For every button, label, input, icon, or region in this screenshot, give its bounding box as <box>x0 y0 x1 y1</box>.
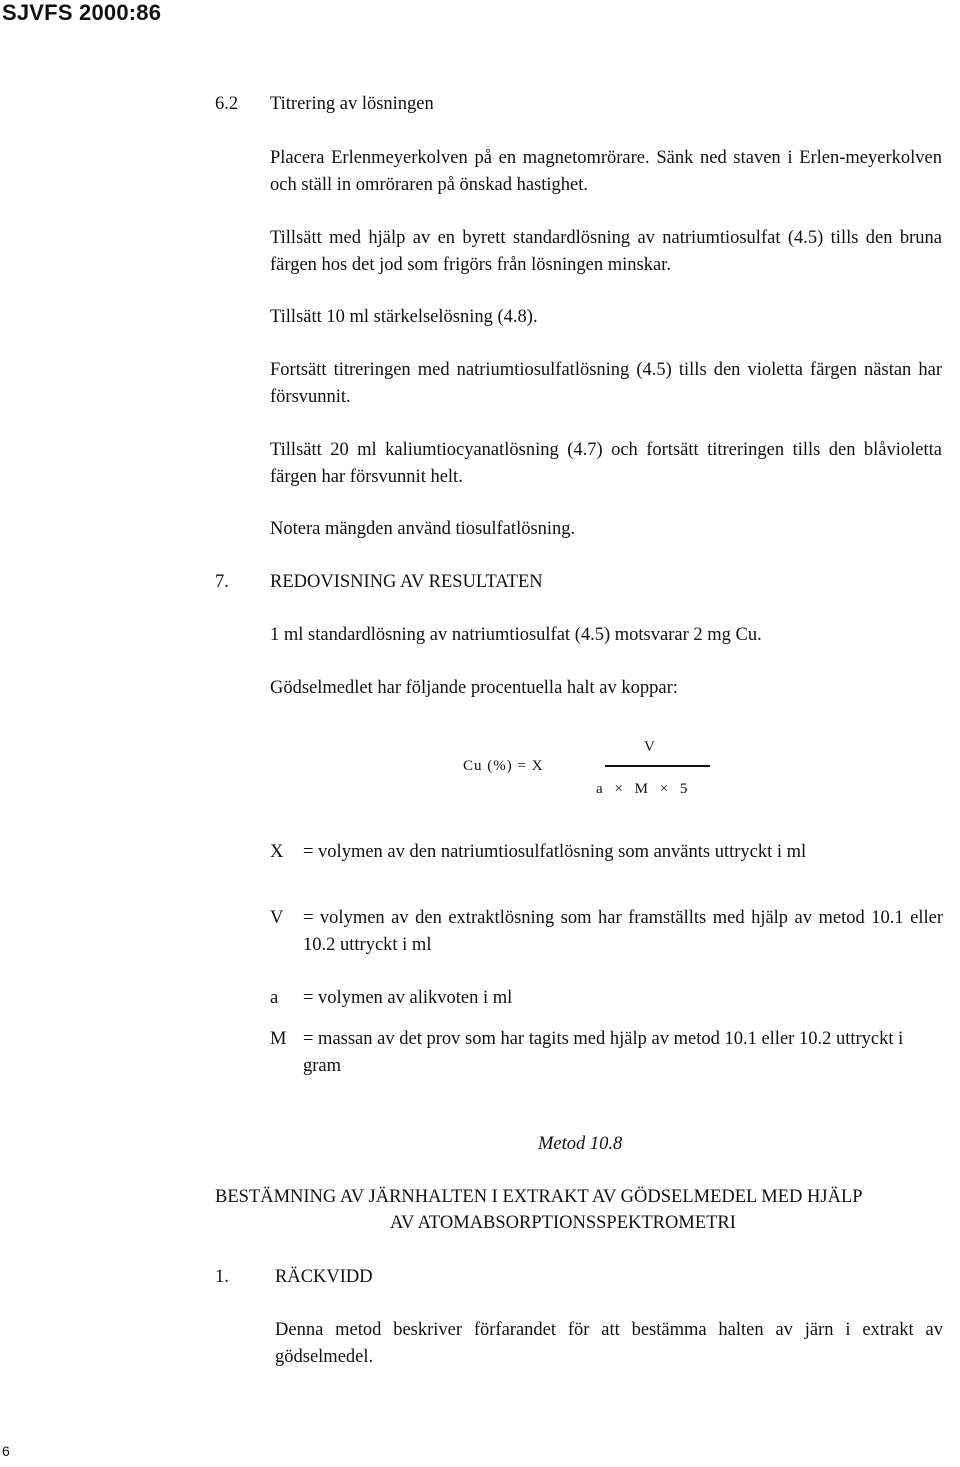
section-1-number: 1. <box>215 1267 229 1287</box>
definition-symbol-m: M <box>270 1029 287 1049</box>
paragraph-notera: Notera mängden använd tiosulfatlösning. <box>270 519 576 539</box>
section-7-heading: REDOVISNING AV RESULTATEN <box>270 572 543 592</box>
section-1-heading: RÄCKVIDD <box>275 1267 373 1287</box>
formula-numerator: V <box>644 739 656 755</box>
method-title-line1: BESTÄMNING AV JÄRNHALTEN I EXTRAKT AV GÖDSELMEDEL MED HJÄLP <box>215 1187 863 1207</box>
definition-text-a: = volymen av alikvoten i ml <box>303 988 513 1008</box>
formula-lhs: Cu (%) = X <box>463 758 544 774</box>
paragraph-fortsatt: Fortsätt titreringen med natriumtiosulfatlösning (4.5) tills den violetta färgen nästan har försvunnit. <box>270 360 942 407</box>
formula-fraction-bar <box>605 765 710 767</box>
method-label: Metod 10.8 <box>538 1134 623 1154</box>
paragraph-procentuella-halt: Gödselmedlet har följande procentuella halt av koppar: <box>270 678 678 698</box>
paragraph-kaliumtiocyanat: Tillsätt 20 ml kaliumtiocyanatlösning (4.7) och fortsätt titreringen tills den blåvioletta färgen har försvunnit helt. <box>270 440 942 487</box>
document-header: SJVFS 2000:86 <box>2 0 162 25</box>
paragraph-starkelse: Tillsätt 10 ml stärkelselösning (4.8). <box>270 307 538 327</box>
paragraph-standardlosning: 1 ml standardlösning av natriumtiosulfat (4.5) motsvarar 2 mg Cu. <box>270 625 762 645</box>
formula-denominator: a × M × 5 <box>596 781 689 797</box>
method-title-line2: AV ATOMABSORPTIONSSPEKTROMETRI <box>390 1213 736 1233</box>
definition-symbol-x: X <box>270 842 284 862</box>
section-6-2-heading: Titrering av lösningen <box>270 94 434 114</box>
definition-symbol-a: a <box>270 988 279 1008</box>
page-number: 6 <box>2 1443 10 1459</box>
definition-symbol-v: V <box>270 908 284 928</box>
definition-text-m: = massan av det prov som har tagits med hjälp av metod 10.1 eller 10.2 uttryckt i gram <box>303 1029 904 1076</box>
definition-text-v: = volymen av den extraktlösning som har framställts med hjälp av metod 10.1 eller 10.2 uttryckt i ml <box>303 908 943 955</box>
paragraph-erlenmeyer: Placera Erlenmeyerkolven på en magnetomrörare. Sänk ned staven i Erlen-meyerkolven och ställ in omröraren på önskad hastighet. <box>270 148 942 195</box>
definition-text-x: = volymen av den natriumtiosulfatlösning som använts uttryckt i ml <box>303 842 807 862</box>
paragraph-byrett: Tillsätt med hjälp av en byrett standardlösning av natriumtiosulfat (4.5) tills den bruna färgen hos det jod som frigörs från lösningen minskar. <box>270 228 942 275</box>
section-6-2-number: 6.2 <box>215 94 239 114</box>
paragraph-rackvidd: Denna metod beskriver förfarandet för att bestämma halten av järn i extrakt av gödselmedel. <box>275 1320 943 1367</box>
section-7-number: 7. <box>215 572 229 592</box>
